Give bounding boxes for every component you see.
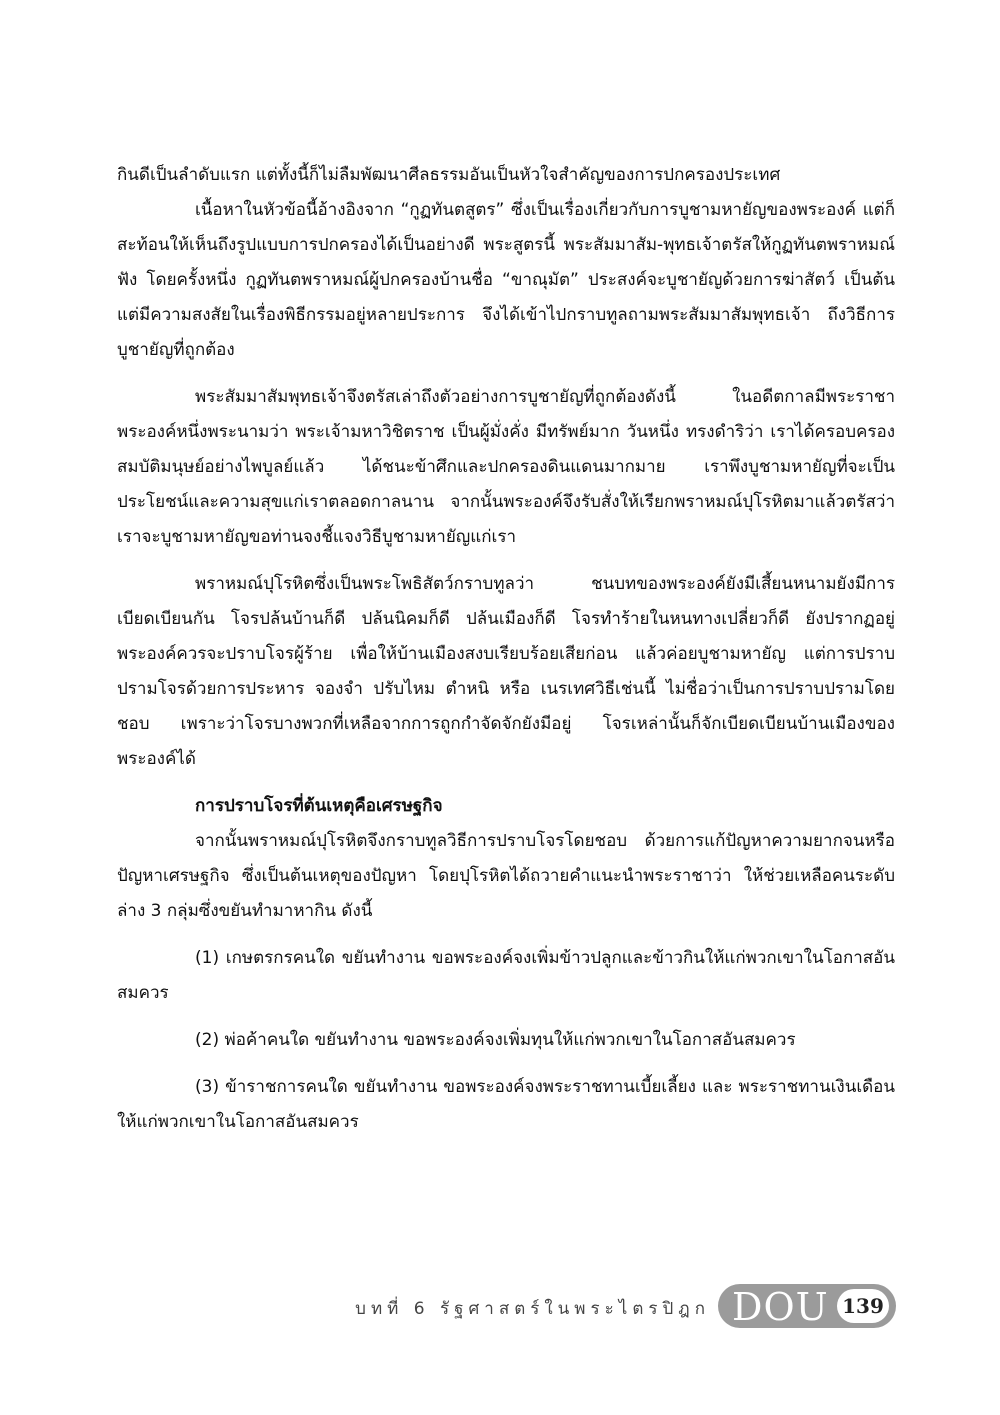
list-item-2: (2) พ่อค้าคนใด ขยันทำงาน ขอพระองค์จงเพิ่มทุนให้แก่พวกเขาในโอกาสอันสมควร (195, 1030, 796, 1050)
dou-logo: DOU (732, 1285, 829, 1329)
section-heading: การปราบโจรที่ต้นเหตุคือเศรษฐกิจ (195, 796, 443, 816)
page-footer (0, 1284, 1000, 1330)
paragraph-4: พราหมณ์ปุโรหิตซึ่งเป็นพระโพธิสัตว์กราบทูลว่า ชนบทของพระองค์ยังมีเสี้ยนหนามยังมีการเบียดเบียนกัน โจรปล้นบ้านก็ดี ปล้นนิคมก็ดี ปล้นเมืองก็ดี โจรทำร้ายในหนทางเปลี่ยวก็ดี ยังปรากฏอยู่ พระองค์ควรจะปราบโจรผู้ร้าย เพื่อให้บ้านเมืองสงบเรียบร้อยเสียก่อน แล้วค่อยบูชามหายัญ แต่การปราบปรามโจรด้วยการประหาร จองจำ ปรับไหม ตำหนิ หรือ เนรเทศวิธีเช่นนี้ ไม่ชื่อว่าเป็นการปราบปรามโดยชอบ เพราะว่าโจรบางพวกที่เหลือจากการถูกกำจัดจักยังมีอยู่ โจรเหล่านั้นก็จักเบียดเบียนบ้านเมืองของพระองค์ได้ (117, 574, 895, 769)
body-text (117, 158, 895, 1140)
paragraph-3: พระสัมมาสัมพุทธเจ้าจึงตรัสเล่าถึงตัวอย่างการบูชายัญที่ถูกต้องดังนี้ ในอดีตกาลมีพระราชาพระองค์หนึ่งพระนามว่า พระเจ้ามหาวิชิตราช เป็นผู้มั่งคั่ง มีทรัพย์มาก วันหนึ่ง ทรงดำริว่า เราได้ครอบครองสมบัติมนุษย์อย่างไพบูลย์แล้ว ได้ชนะข้าศึกและปกครองดินแดนมากมาย เราพึงบูชามหายัญที่จะเป็นประโยชน์และความสุขแก่เราตลอดกาลนาน จากนั้นพระองค์จึงรับสั่งให้เรียกพราหมณ์ปุโรหิตมาแล้วตรัสว่าเราจะบูชามหายัญขอท่านจงชี้แจงวิธีบูชามหายัญแก่เรา (117, 387, 895, 547)
footer-badge (718, 1284, 896, 1328)
page-number: 139 (837, 1289, 889, 1323)
list-item-3: (3) ข้าราชการคนใด ขยันทำงาน ขอพระองค์จงพระราชทานเบี้ยเลี้ยง และ พระราชทานเงินเดือนให้แก่พวกเขาในโอกาสอันสมควร (117, 1077, 895, 1132)
paragraph-2: เนื้อหาในหัวข้อนี้อ้างอิงจาก “กูฏทันตสูตร” ซึ่งเป็นเรื่องเกี่ยวกับการบูชามหายัญของพระองค์ แต่ก็สะท้อนให้เห็นถึงรูปแบบการปกครองได้เป็นอย่างดี พระสูตรนี้ พระสัมมาสัม-พุทธเจ้าตรัสให้กูฏทันตพราหมณ์ฟัง โดยครั้งหนึ่ง กูฏทันตพราหมณ์ผู้ปกครองบ้านชื่อ “ขาณุมัต” ประสงค์จะบูชายัญด้วยการฆ่าสัตว์ เป็นต้น แต่มีความสงสัยในเรื่องพิธีกรรมอยู่หลายประการ จึงได้เข้าไปกราบทูลถามพระสัมมาสัมพุทธเจ้า ถึงวิธีการบูชายัญที่ถูกต้อง (117, 200, 895, 360)
paragraph-5: จากนั้นพราหมณ์ปุโรหิตจึงกราบทูลวิธีการปราบโจรโดยชอบ ด้วยการแก้ปัญหาความยากจนหรือปัญหาเศรษฐกิจ ซึ่งเป็นต้นเหตุของปัญหา โดยปุโรหิตได้ถวายคำแนะนำพระราชาว่า ให้ช่วยเหลือคนระดับล่าง 3 กลุ่มซึ่งขยันทำมาหากิน ดังนี้ (117, 831, 895, 921)
chapter-title: บทที่ 6 รัฐศาสตร์ในพระไตรปิฎก (355, 1299, 710, 1319)
paragraph-1: กินดีเป็นลำดับแรก แต่ทั้งนี้ก็ไม่ลืมพัฒนาศีลธรรมอันเป็นหัวใจสำคัญของการปกครองประเทศ (117, 165, 781, 185)
list-item-1: (1) เกษตรกรคนใด ขยันทำงาน ขอพระองค์จงเพิ่มข้าวปลูกและข้าวกินให้แก่พวกเขาในโอกาสอันสมควร (117, 948, 895, 1003)
